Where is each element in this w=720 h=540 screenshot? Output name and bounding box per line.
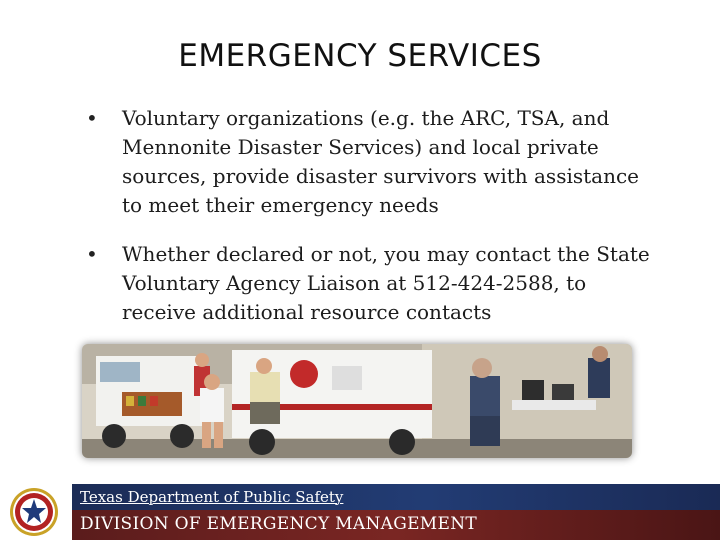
bullet-item	[86, 104, 656, 220]
slide-title-text: EMERGENCY SERVICES	[178, 38, 542, 74]
relief-photo-icon	[82, 344, 632, 458]
bullet-text: Whether declared or not, you may contact the State Voluntary Agency Liaison at 512-424-2588, to receive additional resource contacts	[122, 242, 650, 324]
bullet-list	[86, 104, 656, 347]
bullet-marker: •	[86, 106, 98, 130]
texas-dps-seal-icon	[4, 486, 66, 538]
footer-division: DIVISION OF EMERGENCY MANAGEMENT	[80, 514, 478, 534]
seal-area	[0, 484, 72, 540]
bullet-text: Voluntary organizations (e.g. the ARC, TSA, and Mennonite Disaster Services) and local private sources, provide disaster survivors with assistance to meet their emergency needs	[122, 106, 640, 217]
footer	[0, 484, 720, 540]
slide-title	[0, 38, 720, 74]
relief-photo	[82, 344, 632, 458]
bullet-marker: •	[86, 242, 98, 266]
bullet-item	[86, 240, 656, 327]
footer-department: Texas Department of Public Safety	[80, 488, 344, 506]
